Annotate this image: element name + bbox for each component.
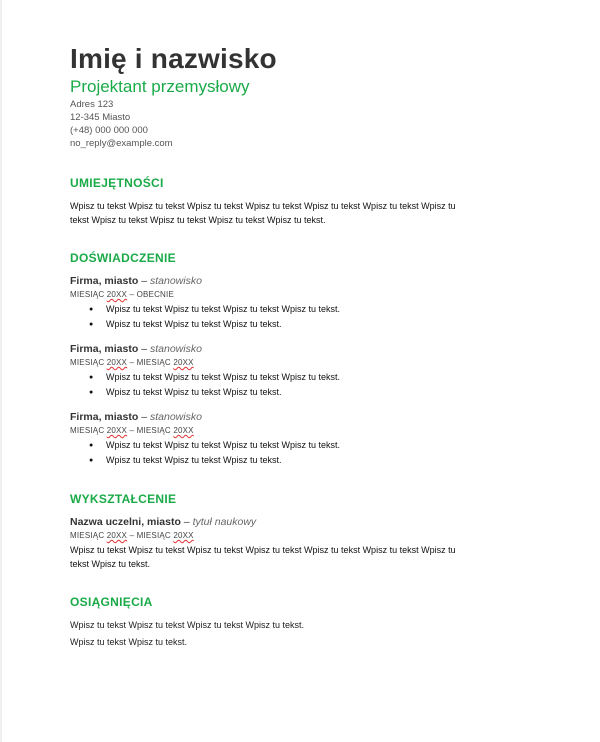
job-company: Firma, miasto	[70, 411, 139, 423]
job-bullets	[70, 370, 460, 400]
job-bullets	[70, 302, 460, 332]
date-year-start: 20XX	[106, 426, 128, 435]
job-entry-2	[70, 342, 460, 400]
contact-block	[70, 98, 460, 150]
experience-section	[70, 251, 460, 468]
job-entry-3	[70, 410, 460, 468]
job-separator: –	[138, 275, 150, 287]
achievement-line[interactable]: Wpisz tu tekst Wpisz tu tekst Wpisz tu tekst Wpisz tu tekst.	[70, 620, 305, 630]
bullet-item[interactable]: ● Wpisz tu tekst Wpisz tu tekst Wpisz tu tekst.	[106, 385, 460, 400]
date-month: MIESIĄC	[70, 358, 107, 367]
job-entry-1	[70, 274, 460, 332]
job-separator: –	[138, 343, 150, 355]
section-title-experience[interactable]: DOŚWIADCZENIE	[70, 251, 176, 265]
skills-section	[70, 176, 460, 227]
date-year-end: 20XX	[173, 426, 194, 435]
section-title-skills[interactable]: UMIEJĘTNOŚCI	[70, 176, 164, 190]
education-section	[70, 492, 460, 571]
date-year-start: 20XX	[106, 290, 128, 299]
job-position: stanowisko	[149, 275, 202, 287]
education-text[interactable]: Wpisz tu tekst Wpisz tu tekst Wpisz tu tekst Wpisz tu tekst Wpisz tu tekst Wpisz tu tekst Wpisz tu tekst Wpisz tu tekst.	[70, 545, 456, 569]
email-address[interactable]: no_reply@example.com	[70, 138, 173, 149]
date-year-end: 20XX	[173, 358, 194, 367]
degree-title: tytuł naukowy	[192, 516, 257, 528]
job-dates[interactable]	[70, 424, 460, 438]
address-line-2[interactable]: 12-345 Miasto	[70, 112, 131, 123]
section-title-achievements[interactable]: OSIĄGNIĘCIA	[70, 595, 153, 609]
school-name: Nazwa uczelni, miasto	[70, 516, 181, 528]
job-role[interactable]: Projektant przemysłowy	[70, 77, 250, 96]
job-heading[interactable]	[70, 274, 460, 288]
job-heading[interactable]	[70, 342, 460, 356]
date-year-start: 20XX	[106, 531, 128, 540]
education-dates[interactable]	[70, 529, 460, 543]
date-year-end: 20XX	[173, 531, 194, 540]
job-position: stanowisko	[149, 411, 202, 423]
candidate-name[interactable]: Imię i nazwisko	[70, 43, 277, 74]
job-company: Firma, miasto	[70, 343, 139, 355]
section-title-education[interactable]: WYKSZTAŁCENIE	[70, 492, 177, 506]
date-month: MIESIĄC	[70, 426, 107, 435]
job-bullets	[70, 438, 460, 468]
bullet-item[interactable]: ● Wpisz tu tekst Wpisz tu tekst Wpisz tu tekst Wpisz tu tekst.	[106, 302, 460, 317]
phone-number[interactable]: (+48) 000 000 000	[70, 125, 148, 136]
address-line-1[interactable]: Adres 123	[70, 99, 114, 110]
bullet-item[interactable]: ● Wpisz tu tekst Wpisz tu tekst Wpisz tu tekst Wpisz tu tekst.	[106, 438, 460, 453]
date-range-end: – MIESIĄC	[127, 358, 174, 367]
date-range-end: – MIESIĄC	[127, 531, 174, 540]
bullet-item[interactable]: ● Wpisz tu tekst Wpisz tu tekst Wpisz tu tekst Wpisz tu tekst.	[106, 370, 460, 385]
date-month: MIESIĄC	[70, 290, 107, 299]
job-dates[interactable]	[70, 288, 460, 302]
date-year-start: 20XX	[106, 358, 128, 367]
bullet-item[interactable]: ● Wpisz tu tekst Wpisz tu tekst Wpisz tu tekst.	[106, 453, 460, 468]
skills-text[interactable]: Wpisz tu tekst Wpisz tu tekst Wpisz tu tekst Wpisz tu tekst Wpisz tu tekst Wpisz tu tekst Wpisz tu tekst Wpisz tu tekst Wpisz tu tekst Wpisz tu tekst Wpisz tu tekst.	[70, 201, 456, 225]
job-dates[interactable]	[70, 356, 460, 370]
date-month: MIESIĄC	[70, 531, 107, 540]
job-heading[interactable]	[70, 410, 460, 424]
date-range-end: – MIESIĄC	[127, 426, 174, 435]
job-separator: –	[138, 411, 150, 423]
page-edge	[0, 0, 2, 742]
date-range-end: – OBECNIE	[127, 290, 174, 299]
achievements-section	[70, 595, 460, 649]
achievement-line[interactable]: Wpisz tu tekst Wpisz tu tekst.	[70, 637, 188, 647]
resume-document[interactable]	[70, 44, 460, 649]
education-separator: –	[180, 516, 193, 528]
job-company: Firma, miasto	[70, 275, 139, 287]
bullet-item[interactable]: ● Wpisz tu tekst Wpisz tu tekst Wpisz tu tekst.	[106, 317, 460, 332]
job-position: stanowisko	[149, 343, 202, 355]
education-heading[interactable]	[70, 515, 460, 529]
